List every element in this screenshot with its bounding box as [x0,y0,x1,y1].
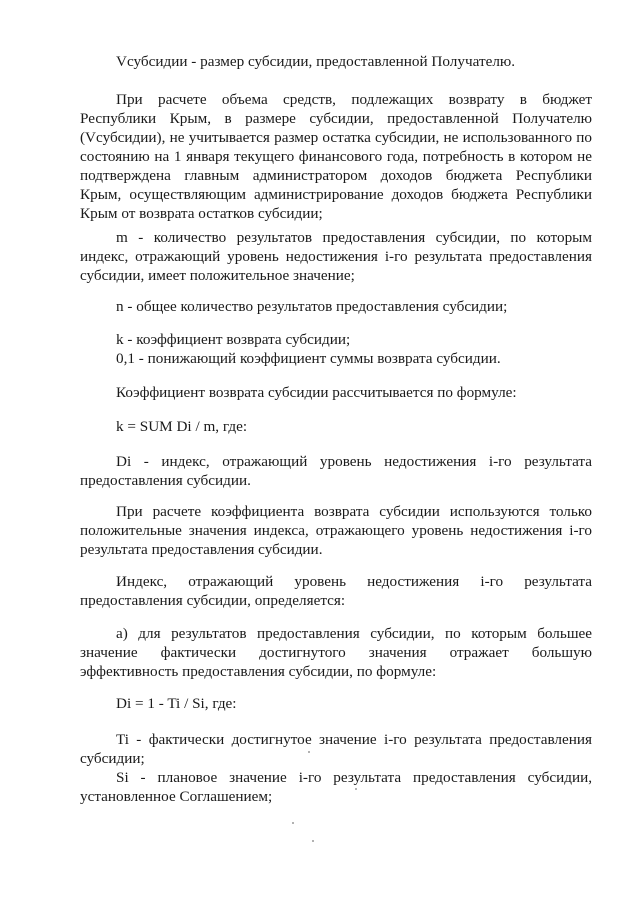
text-line: m - количество результатов предоставления субсидии, по которым [116,229,592,246]
text-line: индекс, отражающий уровень недостижения i-го результата предоставления [80,248,592,265]
text-line: Крым, осуществляющим администрирование доходов бюджета Республики [80,186,592,203]
text-line: эффективность предоставления субсидии, по формуле: [80,663,437,680]
text-line: Крым от возврата остатков субсидии; [80,205,323,222]
scan-speck [312,840,314,842]
scan-speck [308,751,310,753]
text-line: При расчете объема средств, подлежащих возврату в бюджет [116,91,592,108]
text-line: k - коэффициент возврата субсидии; [116,331,351,348]
text-line: установленное Соглашением; [80,788,273,805]
text-line: При расчете коэффициента возврата субсидии используются только [116,503,592,520]
text-line: Vсубсидии - размер субсидии, предоставленной Получателю. [116,53,516,70]
text-line: состоянию на 1 января текущего финансового года, потребность в котором не [80,148,592,165]
text-line: значение фактически достигнутого значения отражает большую [80,644,592,661]
text-line: Коэффициент возврата субсидии рассчитывается по формуле: [116,384,517,401]
text-line: а) для результатов предоставления субсидии, по которым большее [116,625,592,642]
text-line: Республики Крым, в размере субсидии, предоставленной Получателю [80,110,592,127]
text-line: Индекс, отражающий уровень недостижения i-го результата [116,573,592,590]
text-line: 0,1 - понижающий коэффициент суммы возврата субсидии. [116,350,501,367]
text-line: предоставления субсидии. [80,472,251,489]
scan-speck [355,788,357,790]
text-line: положительные значения индекса, отражающего уровень недостижения i-го [80,522,592,539]
text-line: результата предоставления субсидии. [80,541,323,558]
formula-k: k = SUM Di / m, где: [116,418,248,435]
text-line: подтверждена главным администратором доходов бюджета Республики [80,167,592,184]
text-line: субсидии; [80,750,145,767]
text-line: Si - плановое значение i-го результата предоставления субсидии, [116,769,592,786]
text-line: субсидии, имеет положительное значение; [80,267,355,284]
text-line: (Vсубсидии), не учитывается размер остатка субсидии, не использованного по [80,129,592,146]
formula-di: Di = 1 - Ti / Si, где: [116,695,237,712]
text-line: n - общее количество результатов предоставления субсидии; [116,298,508,315]
text-line: Ti - фактически достигнутое значение i-го результата предоставления [116,731,592,748]
scan-speck [292,822,294,824]
text-line: предоставления субсидии, определяется: [80,592,346,609]
text-line: Di - индекс, отражающий уровень недостижения i-го результата [116,453,592,470]
